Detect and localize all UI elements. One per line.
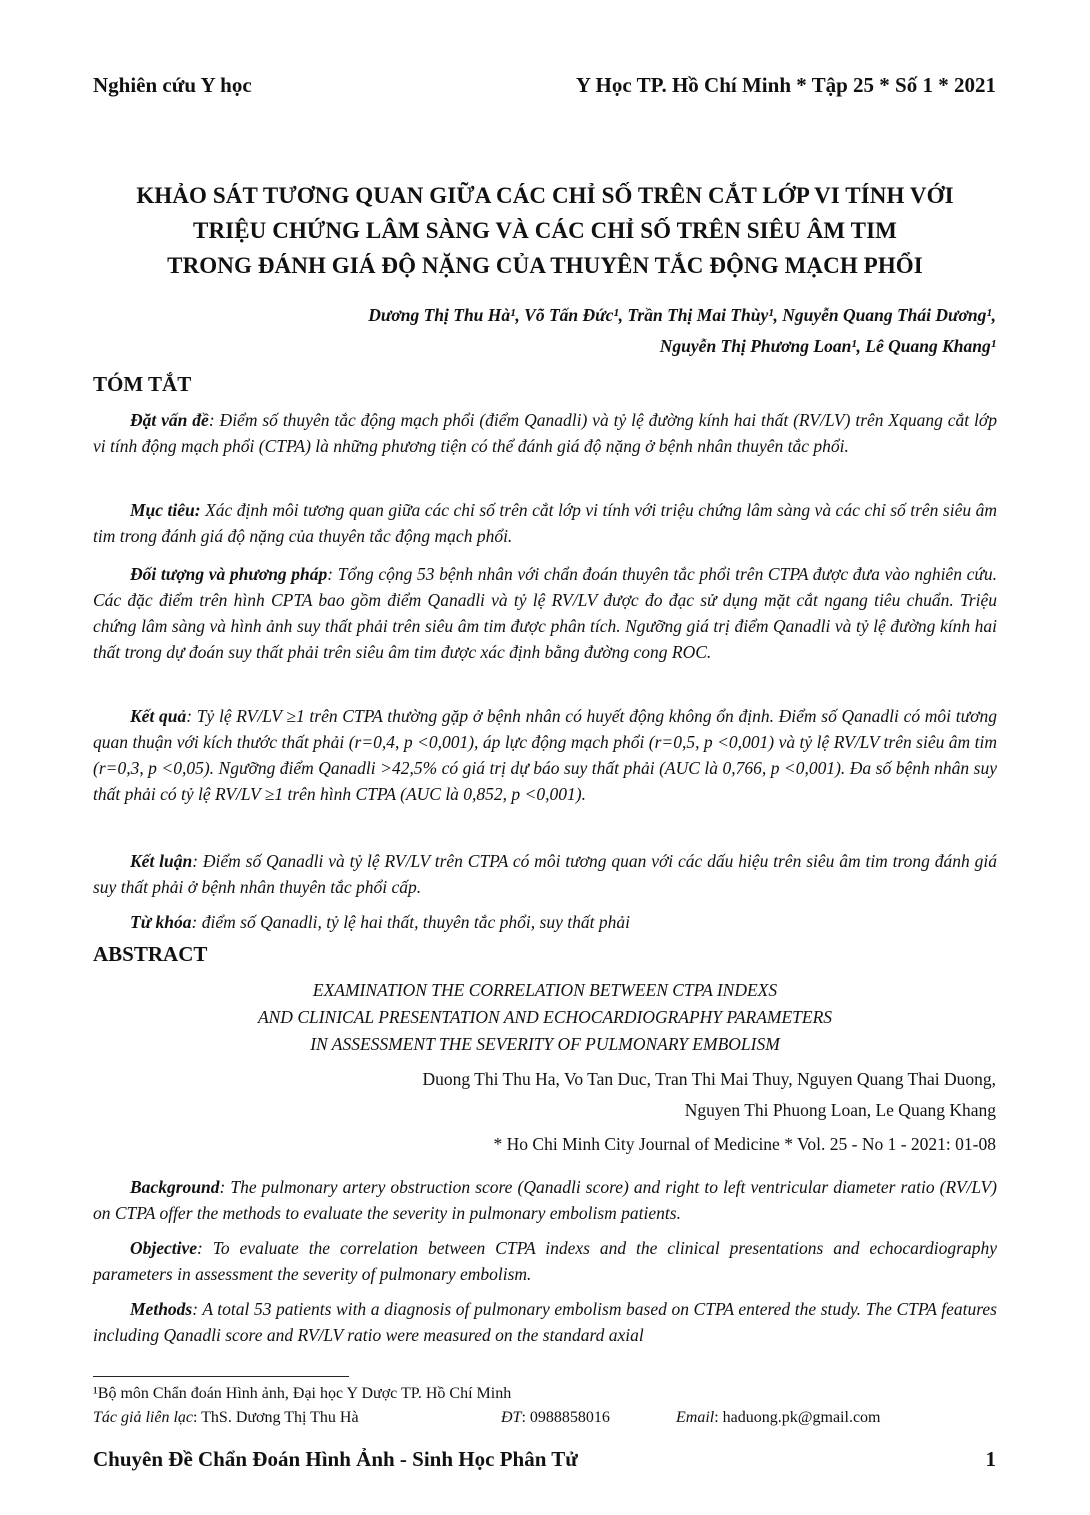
phone-label: ĐT [501, 1409, 522, 1426]
en-title-line-2: AND CLINICAL PRESENTATION AND ECHOCARDIOGRAPHY PARAMETERS [257, 1007, 833, 1027]
en-title-line-3: IN ASSESSMENT THE SEVERITY OF PULMONARY EMBOLISM [310, 1034, 780, 1054]
author-line-1: Dương Thị Thu Hà¹, Võ Tấn Đức¹, Trần Thị Mai Thùy¹, Nguyễn Quang Thái Dương¹, [368, 305, 996, 325]
title-line-3: TRONG ĐÁNH GIÁ ĐỘ NẶNG CỦA THUYÊN TẮC ĐỘNG MẠCH PHỔI [167, 253, 923, 278]
vn-conclusion-text: : Điểm số Qanadli và tỷ lệ RV/LV trên CTPA có môi tương quan với các dấu hiệu trên siêu âm tim trong đánh giá suy thất phải ở bệnh nhân thuyên tắc phổi cấp. [93, 851, 997, 897]
vn-conclusion-paragraph [93, 848, 997, 900]
vn-objective-text: Xác định môi tương quan giữa các chỉ số trên cắt lớp vi tính với triệu chứng lâm sàng và các chỉ số trên siêu âm tim trong đánh giá độ nặng của thuyên tắc động mạch phổi. [93, 500, 997, 546]
running-footer-section: Chuyên Đề Chẩn Đoán Hình Ảnh - Sinh Học Phân Tử [93, 1447, 578, 1471]
vn-keywords-paragraph [93, 909, 997, 935]
en-methods-paragraph [93, 1296, 997, 1348]
footnote-divider [93, 1376, 349, 1377]
vn-objective-label: Mục tiêu: [130, 500, 201, 520]
title-line-2: TRIỆU CHỨNG LÂM SÀNG VÀ CÁC CHỈ SỐ TRÊN SIÊU ÂM TIM [193, 218, 897, 243]
en-objective-label: Objective [130, 1238, 198, 1258]
en-article-title [93, 977, 997, 1058]
vn-methods-label: Đối tượng và phương pháp [130, 564, 328, 584]
footnote-contact-row [93, 1406, 880, 1430]
running-header-right: Y Học TP. Hồ Chí Minh * Tập 25 * Số 1 * 2021 [575, 73, 996, 97]
contact-label: Tác giả liên lạc [93, 1409, 193, 1426]
en-author-line-2: Nguyen Thi Phuong Loan, Le Quang Khang [684, 1100, 996, 1120]
en-author-list [176, 1064, 996, 1126]
vn-results-label: Kết quả [130, 706, 187, 726]
vn-objective-paragraph [93, 497, 997, 549]
author-list [176, 300, 996, 362]
vn-conclusion-label: Kết luận [130, 851, 193, 871]
vn-background-label: Đặt vấn đề [130, 410, 209, 430]
en-background-paragraph [93, 1174, 997, 1226]
email-label: Email [676, 1409, 715, 1426]
email-value: : haduong.pk@gmail.com [714, 1409, 881, 1426]
vn-background-text: : Điểm số thuyên tắc động mạch phổi (điểm Qanadli) và tỷ lệ đường kính hai thất (RV/LV) trên Xquang cắt lớp vi tính động mạch phổi (CTPA) là những phương tiện có thể đánh giá độ nặng ở bệnh nhân thuyên tắc phổi. [93, 410, 997, 456]
en-background-label: Background [130, 1177, 220, 1197]
vn-keywords-label: Từ khóa [130, 912, 192, 932]
vn-abstract-heading: TÓM TẮT [93, 372, 192, 396]
page-number: 1 [985, 1447, 996, 1471]
vn-methods-paragraph [93, 561, 997, 665]
vn-methods-text: : Tổng cộng 53 bệnh nhân với chẩn đoán thuyên tắc phổi trên CTPA được đưa vào nghiên cứu. Các đặc điểm trên hình CPTA bao gồm điểm Qanadli và tỷ lệ RV/LV được đo đạc sử dụng mặt cắt ngang tiêu chuẩn. Triệu chứng lâm sàng và hình ảnh suy thất phải trên siêu âm tim được phân tích. Ngưỡng giá trị điểm Qanadli và tỷ lệ đường kính hai thất trong dự đoán suy thất phải trên siêu âm tim được xác định bằng đường cong ROC. [93, 564, 998, 662]
en-author-line-1: Duong Thi Thu Ha, Vo Tan Duc, Tran Thi Mai Thuy, Nguyen Quang Thai Duong, [422, 1069, 996, 1089]
title-line-1: KHẢO SÁT TƯƠNG QUAN GIỮA CÁC CHỈ SỐ TRÊN CẮT LỚP VI TÍNH VỚI [136, 183, 954, 208]
phone-value: : 0988858016 [521, 1409, 610, 1426]
en-background-text: : The pulmonary artery obstruction score (Qanadli score) and right to left ventricular diameter ratio (RV/LV) on CTPA offer the methods to evaluate the severity in pulmonary embolism patients. [93, 1177, 997, 1223]
contact-name: : ThS. Dương Thị Thu Hà [192, 1409, 359, 1426]
en-abstract-heading: ABSTRACT [93, 942, 208, 966]
author-line-2: Nguyễn Thị Phương Loan¹, Lê Quang Khang¹ [659, 336, 996, 356]
vn-keywords-text: : điểm số Qanadli, tỷ lệ hai thất, thuyên tắc phổi, suy thất phải [191, 912, 630, 932]
journal-citation: * Ho Chi Minh City Journal of Medicine * Vol. 25 - No 1 - 2021: 01-08 [493, 1134, 996, 1154]
vn-results-paragraph [93, 703, 997, 807]
vn-results-text: : Tỷ lệ RV/LV ≥1 trên CTPA thường gặp ở bệnh nhân có huyết động không ổn định. Điểm số Qanadli có môi tương quan thuận với kích thước thất phải (r=0,4, p <0,001), áp lực động mạch phổi (r=0,5, p <0,001) và tỷ lệ RV/LV trên siêu âm tim (r=0,3, p <0,05). Ngưỡng điểm Qanadli >42,5% có giá trị dự báo suy thất phải (AUC là 0,766, p <0,001). Đa số bệnh nhân suy thất phải có tỷ lệ RV/LV ≥1 trên hình CTPA (AUC là 0,852, p <0,001). [93, 706, 997, 804]
en-objective-paragraph [93, 1235, 997, 1287]
en-methods-label: Methods [130, 1299, 193, 1319]
en-methods-text: : A total 53 patients with a diagnosis of pulmonary embolism based on CTPA entered the study. The CTPA features including Qanadli score and RV/LV ratio were measured on the standard axial [93, 1299, 997, 1345]
en-title-line-1: EXAMINATION THE CORRELATION BETWEEN CTPA INDEXS [312, 980, 778, 1000]
en-objective-text: : To evaluate the correlation between CTPA indexs and the clinical presentations and echocardiography parameters in assessment the severity of pulmonary embolism. [93, 1238, 997, 1284]
footnote-affiliation: ¹Bộ môn Chẩn đoán Hình ảnh, Đại học Y Dược TP. Hồ Chí Minh [93, 1385, 512, 1402]
running-header-left: Nghiên cứu Y học [93, 73, 252, 97]
article-title [80, 178, 1010, 283]
footnote [93, 1382, 880, 1430]
vn-background-paragraph [93, 407, 997, 459]
